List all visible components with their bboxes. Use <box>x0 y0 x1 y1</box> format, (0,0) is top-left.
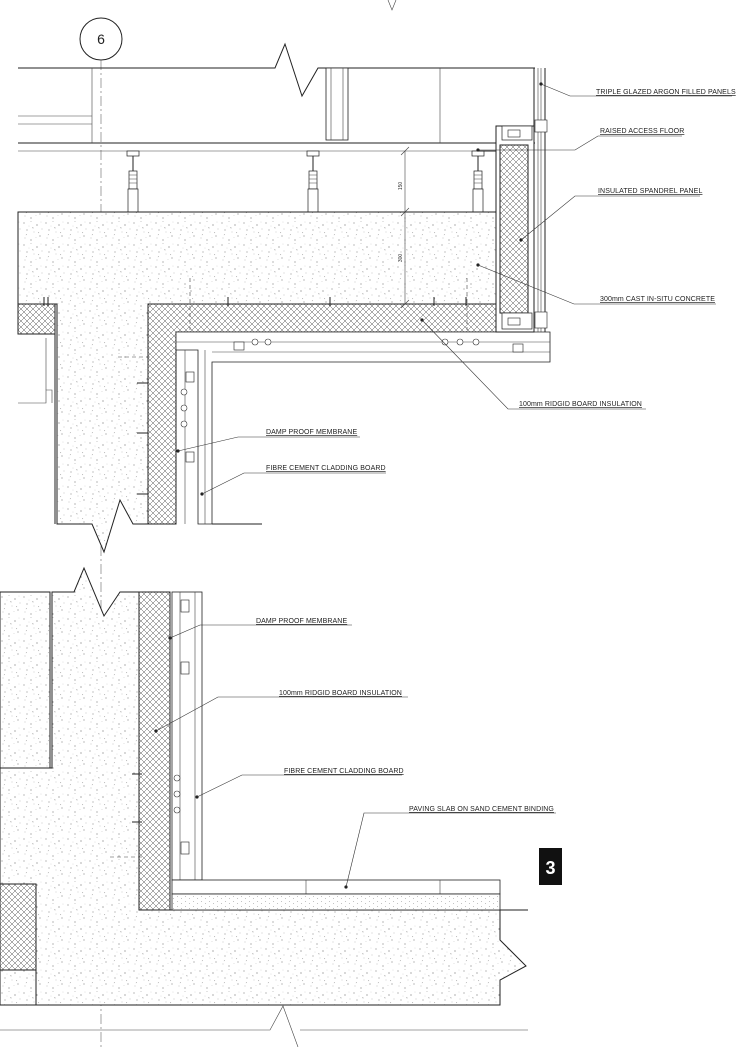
label-raised-floor: RAISED ACCESS FLOOR <box>600 128 685 135</box>
detail-number: 3 <box>545 858 556 878</box>
label-lower-cladding: FIBRE CEMENT CLADDING BOARD <box>284 768 404 775</box>
label-concrete: 300mm CAST IN-SITU CONCRETE <box>600 296 715 303</box>
paving-slab <box>172 880 500 910</box>
lower-concrete <box>0 592 50 768</box>
label-upper-cladding: FIBRE CEMENT CLADDING BOARD <box>266 465 386 472</box>
upper-cladding-board <box>176 332 550 524</box>
label-lower-membrane: DAMP PROOF MEMBRANE <box>256 618 348 625</box>
leaders-lower <box>154 625 556 889</box>
label-paving: PAVING SLAB ON SAND CEMENT BINDING <box>409 806 554 813</box>
floor-finish-above <box>18 44 535 151</box>
label-upper-insulation: 100mm RIDGID BOARD INSULATION <box>519 401 642 408</box>
grid-marker <box>80 18 122 60</box>
concrete-slab-wall <box>18 212 496 552</box>
lower-rigid-insulation <box>139 592 170 910</box>
label-glazing: TRIPLE GLAZED ARGON FILLED PANELS <box>596 89 736 96</box>
floor-pedestals <box>125 151 486 212</box>
dim-slab: 300 <box>398 253 404 263</box>
grid-marker-label: 6 <box>97 31 105 47</box>
label-spandrel: INSULATED SPANDREL PANEL <box>598 188 703 195</box>
lower-detail <box>0 568 556 1047</box>
lower-concrete-wall-slab <box>0 568 526 1005</box>
left-insulation-block <box>18 304 55 334</box>
label-upper-membrane: DAMP PROOF MEMBRANE <box>266 429 358 436</box>
detail-number-badge <box>539 848 562 885</box>
dim-floor-void: 150 <box>398 181 404 191</box>
section-marker <box>388 0 396 10</box>
label-lower-insulation: 100mm RIDGID BOARD INSULATION <box>279 690 402 697</box>
bottom-break-line <box>0 1006 298 1047</box>
lower-left-insulation <box>0 884 36 970</box>
